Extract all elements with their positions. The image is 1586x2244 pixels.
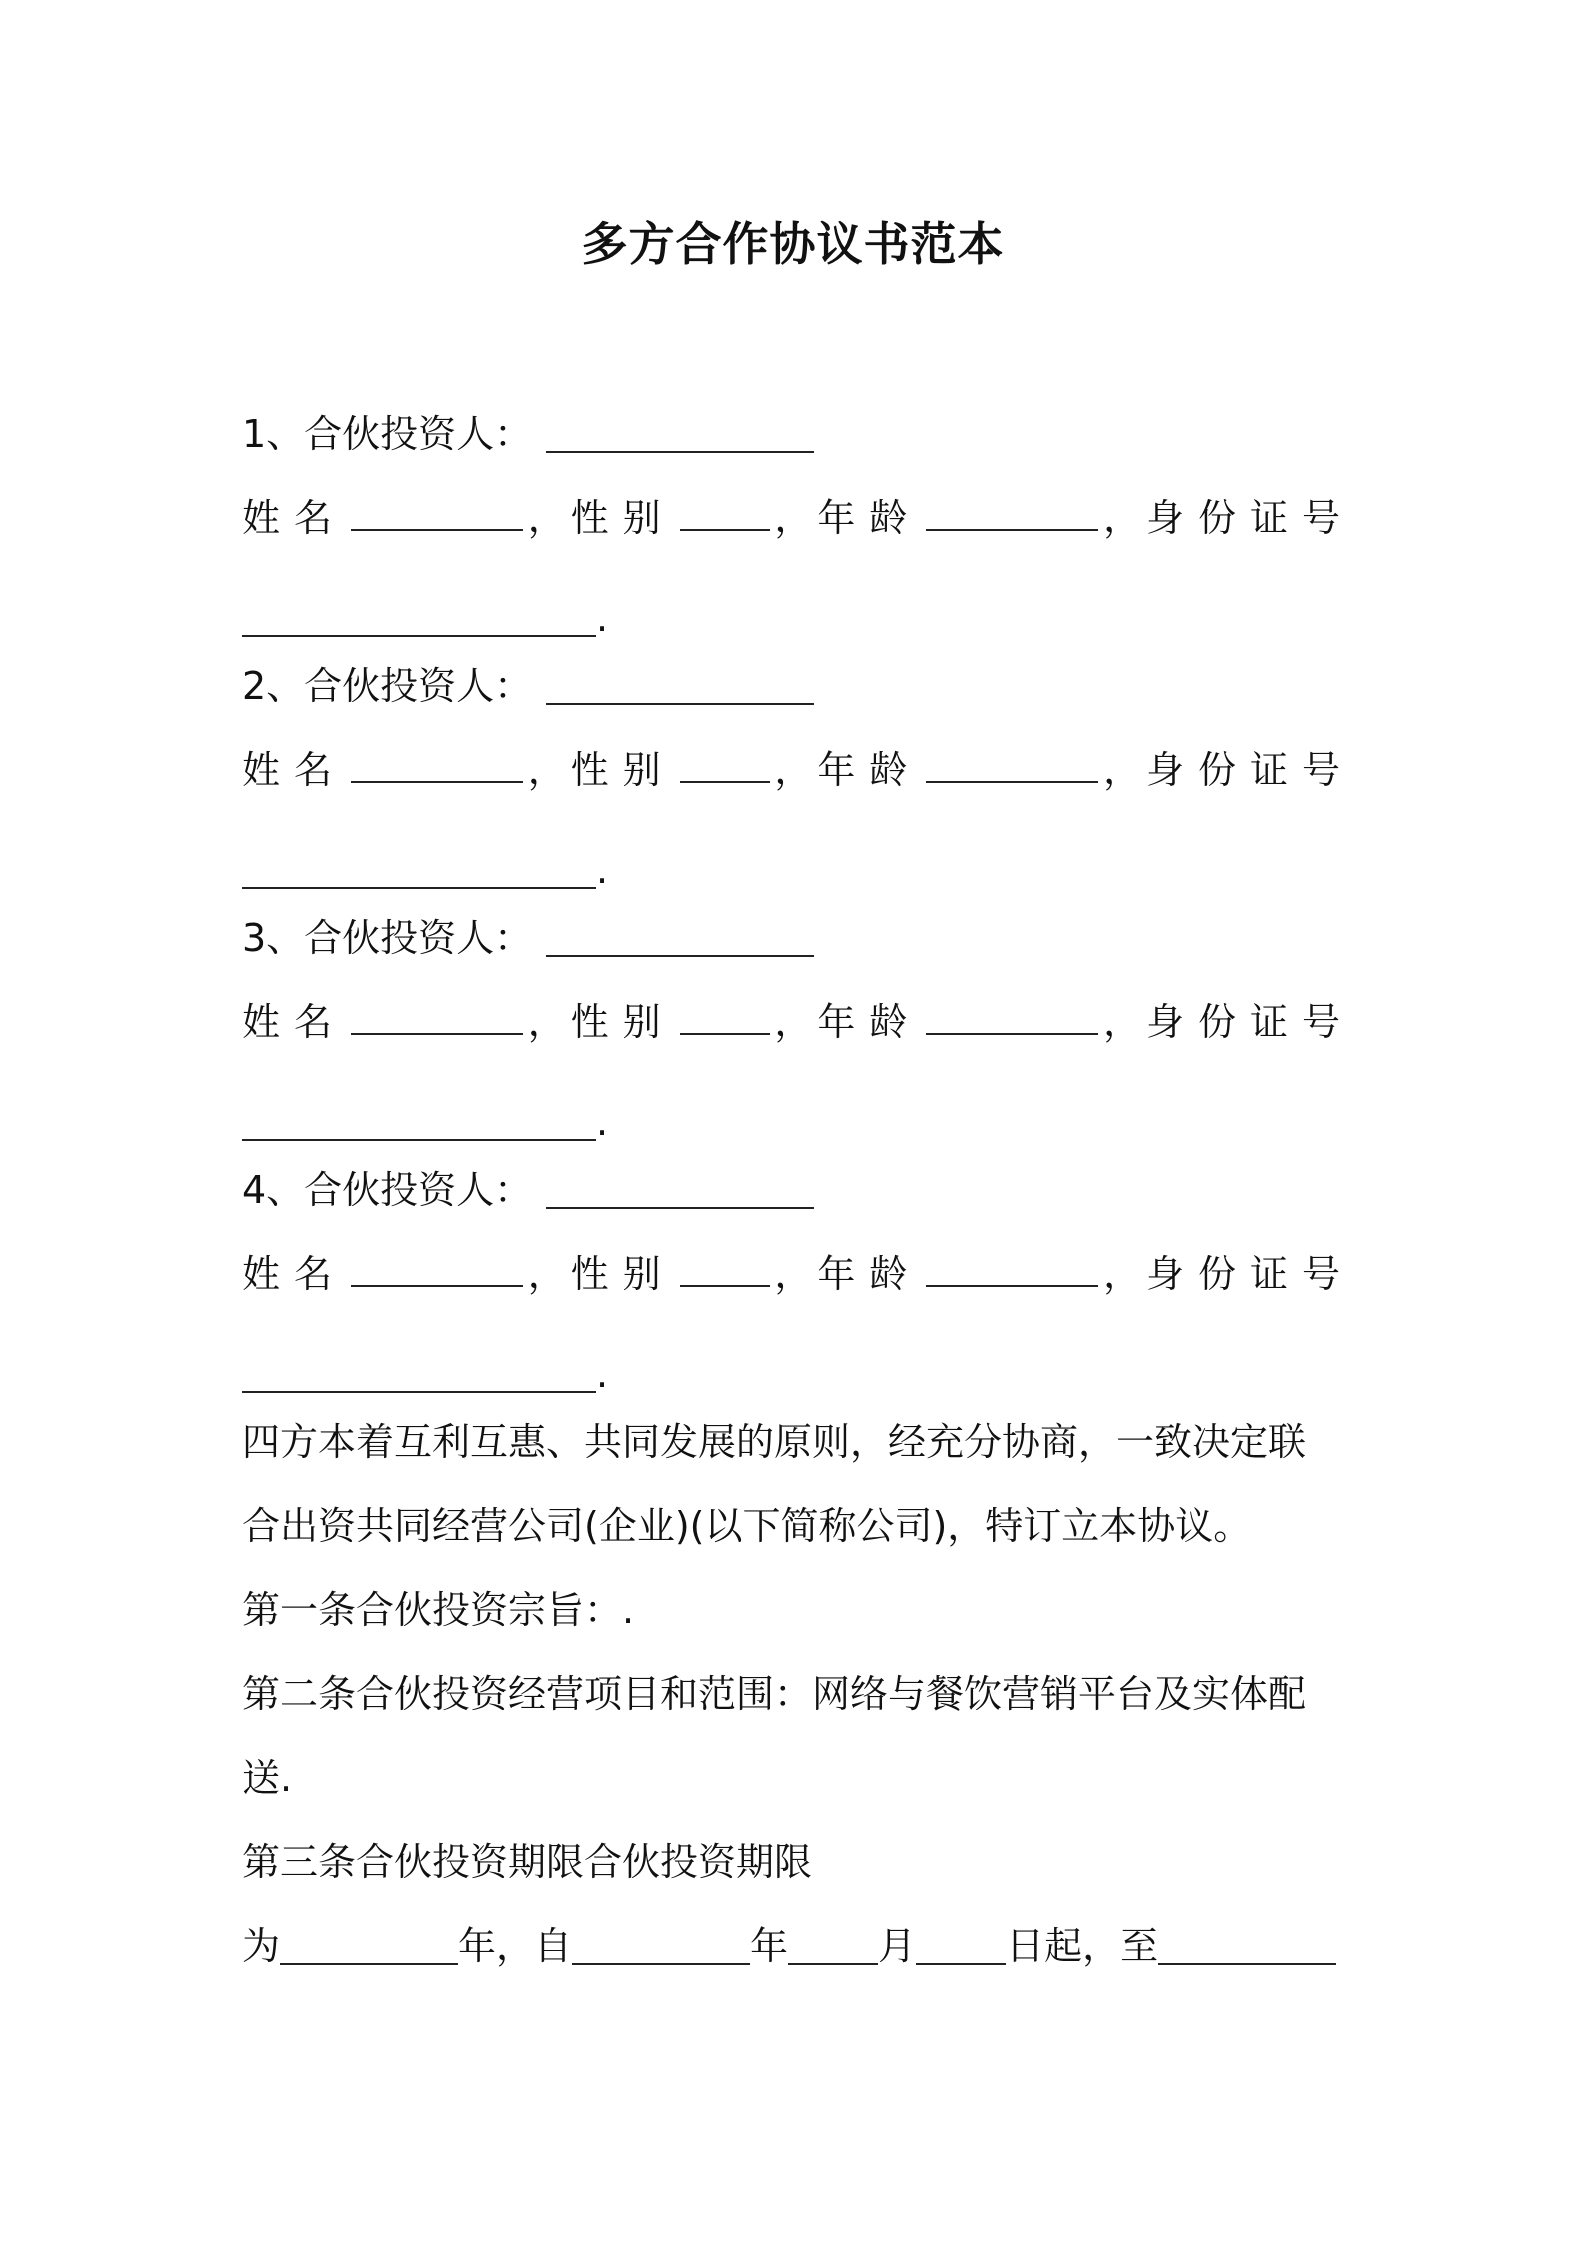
start-day-blank <box>916 1923 1006 1965</box>
party-1-age-blank <box>926 489 1098 531</box>
party-2-id-end: . <box>596 848 609 892</box>
article-2-line-2: 送. <box>242 1756 293 1800</box>
party-4-comma-3: ， <box>1103 1252 1142 1296</box>
party-1-comma-3: ， <box>1103 496 1142 540</box>
party-4-details <box>242 1244 1354 1304</box>
party-3-age-label: 年龄 <box>817 1000 922 1044</box>
party-1-label: 1、合伙投资人： <box>242 412 533 456</box>
party-2-name-label: 姓名 <box>242 748 347 792</box>
party-2-id-label: 身份证号 <box>1145 748 1354 792</box>
party-4-name-label: 姓名 <box>242 1252 347 1296</box>
party-2-sex-label: 性别 <box>570 748 675 792</box>
party-3-comma-3: ， <box>1103 1000 1142 1044</box>
party-1-id-end: . <box>596 596 609 640</box>
party-2-id-blank <box>242 847 596 889</box>
party-1-comma-1: ， <box>527 496 566 540</box>
party-3-age-blank <box>926 993 1098 1035</box>
party-1-blank <box>546 411 814 453</box>
party-2-age-blank <box>926 741 1098 783</box>
term-word-3: 年 <box>750 1924 789 1968</box>
intro-line-1: 四方本着互利互惠、共同发展的原则，经充分协商，一致决定联 <box>242 1420 1307 1464</box>
party-3-blank <box>546 915 814 957</box>
party-1-details <box>242 488 1354 548</box>
party-3-details <box>242 992 1354 1052</box>
start-year-blank <box>572 1923 750 1965</box>
intro-line-2: 合出资共同经营公司(企业)(以下简称公司)，特订立本协议。 <box>242 1504 1252 1548</box>
term-word-1: 为 <box>242 1924 281 1968</box>
party-4-header <box>242 1160 1354 1220</box>
end-date-blank <box>1158 1923 1336 1965</box>
term-word-4: 月 <box>878 1924 917 1968</box>
start-month-blank <box>788 1923 878 1965</box>
party-2-header <box>242 656 1354 716</box>
party-4-label: 4、合伙投资人： <box>242 1168 533 1212</box>
party-3-id-blank <box>242 1099 596 1141</box>
party-2-age-label: 年龄 <box>817 748 922 792</box>
party-1-comma-2: ， <box>774 496 813 540</box>
party-3-name-label: 姓名 <box>242 1000 347 1044</box>
party-4-id-blank <box>242 1351 596 1393</box>
article-3-line-1: 第三条合伙投资期限合伙投资期限 <box>242 1840 813 1884</box>
party-4-comma-2: ， <box>774 1252 813 1296</box>
party-2-name-blank <box>351 741 523 783</box>
party-1-id-blank <box>242 595 596 637</box>
party-4-blank <box>546 1167 814 1209</box>
party-4-id-label: 身份证号 <box>1145 1252 1354 1296</box>
party-3-label: 3、合伙投资人： <box>242 916 533 960</box>
party-4-sex-blank <box>680 1245 770 1287</box>
party-2-sex-blank <box>680 741 770 783</box>
party-3-id-line <box>242 1092 1354 1152</box>
article-2-line-1: 第二条合伙投资经营项目和范围：网络与餐饮营销平台及实体配 <box>242 1672 1307 1716</box>
term-years-blank <box>280 1923 458 1965</box>
party-4-id-line <box>242 1344 1354 1404</box>
party-3-name-blank <box>351 993 523 1035</box>
document-title: 多方合作协议书范本 <box>581 217 1005 271</box>
party-3-sex-blank <box>680 993 770 1035</box>
party-4-name-blank <box>351 1245 523 1287</box>
party-1-sex-blank <box>680 489 770 531</box>
party-4-sex-label: 性别 <box>570 1252 675 1296</box>
term-word-5: 日起，至 <box>1006 1924 1159 1968</box>
party-2-id-line <box>242 840 1354 900</box>
party-1-name-blank <box>351 489 523 531</box>
party-2-comma-3: ， <box>1103 748 1142 792</box>
party-1-age-label: 年龄 <box>817 496 922 540</box>
party-1-header <box>242 404 1354 464</box>
party-3-comma-1: ， <box>527 1000 566 1044</box>
party-4-age-blank <box>926 1245 1098 1287</box>
party-3-sex-label: 性别 <box>570 1000 675 1044</box>
article-1: 第一条合伙投资宗旨：. <box>242 1588 635 1632</box>
party-2-details <box>242 740 1354 800</box>
party-3-comma-2: ， <box>774 1000 813 1044</box>
party-3-id-end: . <box>596 1100 609 1144</box>
party-2-blank <box>546 663 814 705</box>
term-word-2: 年，自 <box>458 1924 573 1968</box>
party-3-header <box>242 908 1354 968</box>
article-3-line-2 <box>242 1916 1354 1976</box>
party-1-name-label: 姓名 <box>242 496 347 540</box>
party-1-id-label: 身份证号 <box>1145 496 1354 540</box>
party-2-comma-2: ， <box>774 748 813 792</box>
party-2-label: 2、合伙投资人： <box>242 664 533 708</box>
party-4-id-end: . <box>596 1352 609 1396</box>
party-4-comma-1: ， <box>527 1252 566 1296</box>
party-1-sex-label: 性别 <box>570 496 675 540</box>
party-2-comma-1: ， <box>527 748 566 792</box>
party-3-id-label: 身份证号 <box>1145 1000 1354 1044</box>
party-1-id-line <box>242 588 1354 648</box>
party-4-age-label: 年龄 <box>817 1252 922 1296</box>
